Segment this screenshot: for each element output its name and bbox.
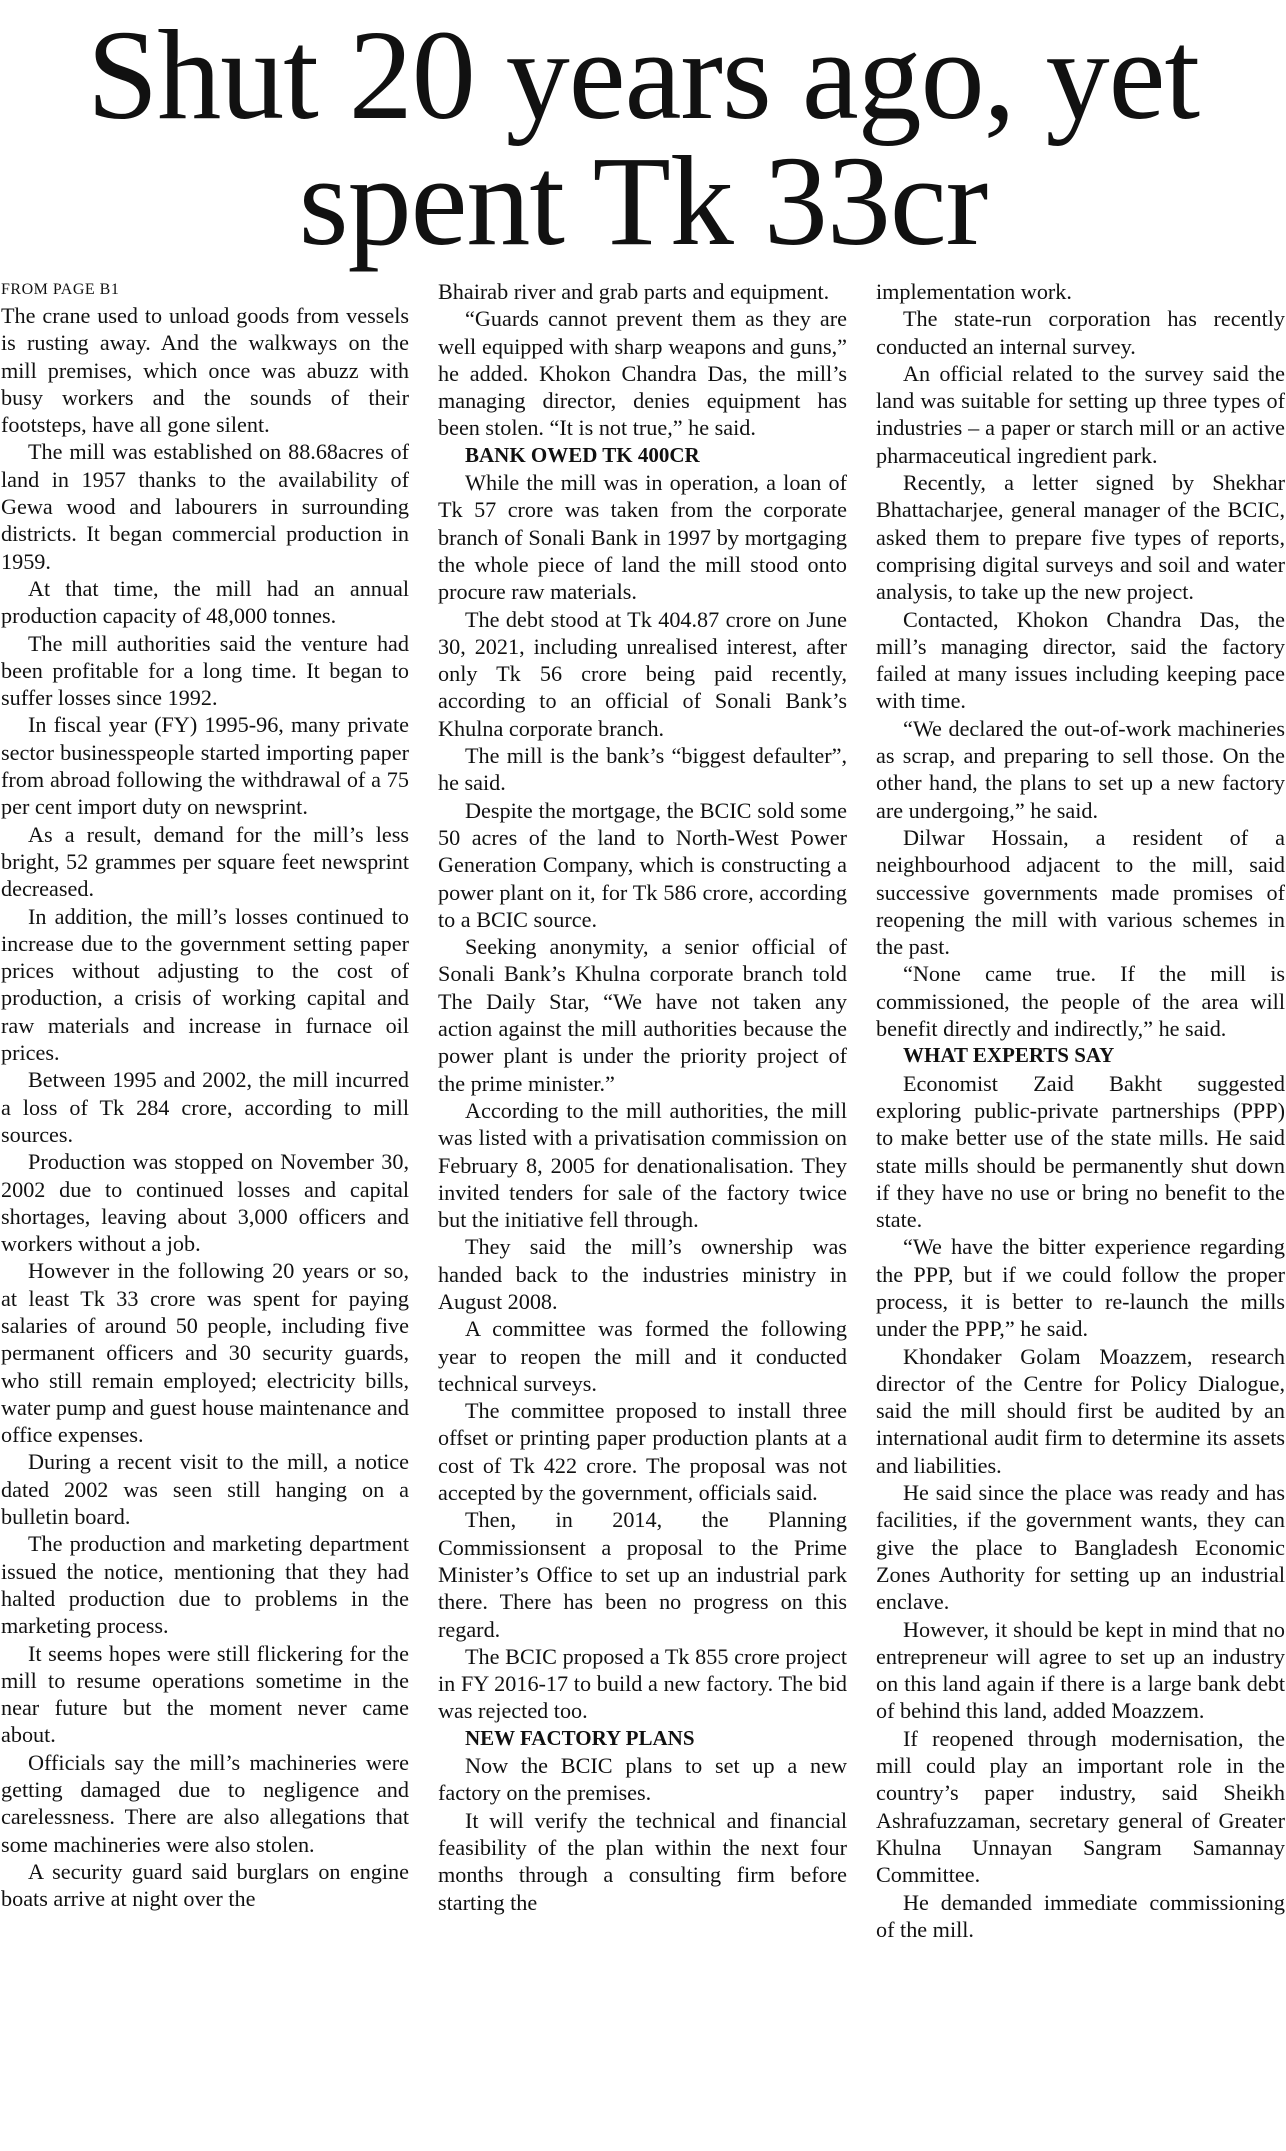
headline-line-2: spent Tk 33cr [298, 130, 988, 272]
paragraph: If reopened through modernisation, the mill could play an important role in the country’s paper industry, said Sheikh Ashrafuzzaman, secretary general of Greater Khulna Unnayan Sangram Samannay Committee. [876, 1725, 1285, 1888]
paragraph: Now the BCIC plans to set up a new factory on the premises. [438, 1753, 847, 1806]
paragraph: The mill is the bank’s “biggest defaulter”, he said. [438, 743, 847, 796]
paragraph: Economist Zaid Bakht suggested exploring public-private partnerships (PPP) to make better use of the state mills. He said state mills should be permanently shut down if they have no use or bring no benefit to the state. [876, 1070, 1285, 1233]
article-body [0, 278, 1286, 2148]
paragraph-continued: Bhairab river and grab parts and equipment. [438, 279, 830, 304]
paragraph: In addition, the mill’s losses continued to increase due to the government setting paper prices without adjusting to the cost of production, a crisis of working capital and raw materials and increase in furnace oil prices. [1, 903, 409, 1066]
paragraph: He said since the place was ready and has facilities, if the government wants, they can give the place to Bangladesh Economic Zones Authority for setting up an industrial enclave. [876, 1480, 1285, 1615]
paragraph: He demanded immediate commissioning of the mill. [876, 1889, 1285, 1942]
paragraph: “We have the bitter experience regarding the PPP, but if we could follow the proper process, it is better to re-launch the mills under the PPP,” he said. [876, 1234, 1285, 1342]
paragraph: Despite the mortgage, the BCIC sold some 50 acres of the land to North-West Power Generation Company, which is constructing a power plant on it, for Tk 586 crore, according to a BCIC source. [438, 797, 847, 932]
paragraph: “Guards cannot prevent them as they are well equipped with sharp weapons and guns,” he added. Khokon Chandra Das, the mill’s managing director, denies equipment has been stolen. “It is not true,” he said. [438, 306, 847, 441]
paragraph: “None came true. If the mill is commissioned, the people of the area will benefit directly and indirectly,” he said. [876, 961, 1285, 1042]
paragraph: The crane used to unload goods from vessels is rusting away. And the walkways on the mill premises, which once was abuzz with busy workers and the sounds of their footsteps, have all gone silent. [1, 303, 409, 438]
paragraph: The committee proposed to install three offset or printing paper production plants at a cost of Tk 422 crore. The proposal was not accepted by the government, officials said. [438, 1398, 847, 1506]
paragraph: The BCIC proposed a Tk 855 crore project in FY 2016-17 to build a new factory. The bid was rejected too. [438, 1643, 847, 1724]
headline-line-1: Shut 20 years ago, yet [87, 4, 1199, 146]
paragraph: Dilwar Hossain, a resident of a neighbourhood adjacent to the mill, said successive governments made promises of reopening the mill with various schemes in the past. [876, 824, 1285, 960]
paragraph: While the mill was in operation, a loan of Tk 57 crore was taken from the corporate branch of Sonali Bank in 1997 by mortgaging the whole piece of land the mill stood onto procure raw materials. [438, 470, 847, 605]
paragraph: In fiscal year (FY) 1995-96, many private sector businesspeople started importing paper from abroad following the withdrawal of a 75 per cent import duty on newsprint. [1, 712, 409, 820]
paragraph: However, it should be kept in mind that no entrepreneur will agree to set up an industry on this land again if there is a large bank debt of behind this land, added Moazzem. [876, 1616, 1285, 1724]
column-1 [1, 278, 409, 2148]
column-2 [438, 278, 847, 2148]
paragraph: Officials say the mill’s machineries were getting damaged due to negligence and carelessness. There are also allegations that some machineries were also stolen. [1, 1749, 409, 1857]
paragraph: The mill was established on 88.68acres of land in 1957 thanks to the availability of Gewa wood and labourers in surrounding districts. It began commercial production in 1959. [1, 439, 409, 574]
paragraph: The mill authorities said the venture had been profitable for a long time. It began to suffer losses since 1992. [1, 630, 409, 711]
paragraph: Seeking anonymity, a senior official of Sonali Bank’s Khulna corporate branch told The Daily Star, “We have not taken any action against the mill authorities because the power plant is under the priority project of the prime minister.” [438, 934, 847, 1096]
paragraph: Recently, a letter signed by Shekhar Bhattacharjee, general manager of the BCIC, asked them to prepare five types of reports, comprising digital surveys and soil and water analysis, to take up the new project. [876, 470, 1285, 605]
paragraph: They said the mill’s ownership was handed back to the industries ministry in August 2008. [438, 1234, 847, 1314]
subheading-bank-owed: BANK OWED TK 400CR [465, 442, 700, 467]
paragraph: An official related to the survey said the land was suitable for setting up three types of industries – a paper or starch mill or an active pharmaceutical ingredient park. [876, 360, 1285, 468]
paragraph: Contacted, Khokon Chandra Das, the mill’s managing director, said the factory failed at many issues including keeping pace with time. [876, 606, 1285, 714]
paragraph: As a result, demand for the mill’s less bright, 52 grammes per square feet newsprint decreased. [1, 821, 409, 902]
paragraph: It seems hopes were still flickering for the mill to resume operations sometime in the near future but the moment never came about. [1, 1640, 409, 1748]
paragraph: Production was stopped on November 30, 2002 due to continued losses and capital shortages, leaving about 3,000 officers and workers without a job. [1, 1149, 409, 1257]
column-3 [876, 278, 1285, 2148]
paragraph: A committee was formed the following year to reopen the mill and it conducted technical surveys. [438, 1316, 847, 1396]
paragraph: A security guard said burglars on engine boats arrive at night over the [1, 1858, 409, 1912]
paragraph: The production and marketing department issued the notice, mentioning that they had halted production due to problems in the marketing process. [1, 1531, 409, 1639]
subheading-new-factory-plans: NEW FACTORY PLANS [465, 1725, 695, 1750]
paragraph: Then, in 2014, the Planning Commissionsent a proposal to the Prime Minister’s Office to set up an industrial park there. There has been no progress on this regard. [438, 1507, 847, 1642]
headline [0, 4, 1286, 272]
paragraph: Khondaker Golam Moazzem, research director of the Centre for Policy Dialogue, said the mill should first be audited by an international audit firm to determine its assets and liabilities. [876, 1343, 1285, 1478]
paragraph: Between 1995 and 2002, the mill incurred a loss of Tk 284 crore, according to mill sources. [1, 1067, 409, 1147]
paragraph: The debt stood at Tk 404.87 crore on June 30, 2021, including unrealised interest, after only Tk 56 crore being paid recently, according to an official of Sonali Bank’s Khulna corporate branch. [438, 606, 847, 741]
paragraph: It will verify the technical and financial feasibility of the plan within the next four months through a consulting firm before starting the [438, 1807, 847, 1915]
jump-from-label: FROM PAGE B1 [1, 281, 120, 298]
paragraph: However in the following 20 years or so, at least Tk 33 crore was spent for paying salaries of around 50 people, including five permanent officers and 30 security guards, who still remain employed; electricity bills, water pump and guest house maintenance and office expenses. [1, 1258, 409, 1448]
paragraph: According to the mill authorities, the mill was listed with a privatisation commission on February 8, 2005 for denationalisation. They invited tenders for sale of the factory twice but the initiative fell through. [438, 1097, 847, 1233]
paragraph-continued: implementation work. [876, 279, 1072, 304]
paragraph: During a recent visit to the mill, a notice dated 2002 was seen still hanging on a bulletin board. [1, 1449, 409, 1530]
subheading-what-experts-say: WHAT EXPERTS SAY [903, 1043, 1115, 1068]
paragraph: “We declared the out-of-work machineries as scrap, and preparing to sell those. On the other hand, the plans to set up a new factory are undergoing,” he said. [876, 715, 1285, 823]
paragraph: At that time, the mill had an annual production capacity of 48,000 tonnes. [1, 575, 409, 629]
paragraph: The state-run corporation has recently conducted an internal survey. [876, 306, 1285, 359]
